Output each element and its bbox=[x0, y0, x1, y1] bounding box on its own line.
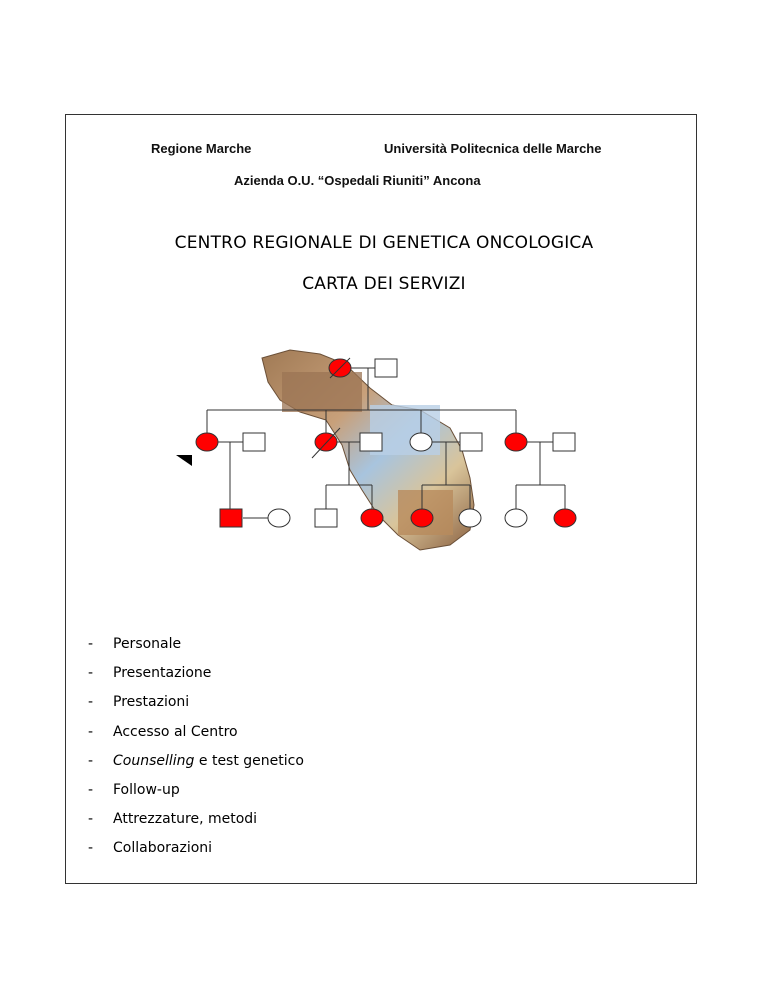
pedigree-male-gen2d bbox=[553, 433, 575, 451]
contents-list bbox=[88, 630, 304, 864]
toc-item-attrezzature: Attrezzature, metodi bbox=[113, 811, 258, 828]
list-item: - Accesso al Centro bbox=[88, 723, 238, 740]
map-building-photo bbox=[282, 372, 362, 412]
pedigree-male-gen1 bbox=[375, 359, 397, 377]
list-item: - Presentazione bbox=[88, 665, 212, 682]
toc-item-accesso: Accesso al Centro bbox=[113, 723, 238, 740]
pedigree-female-affected-gen3b bbox=[361, 509, 383, 527]
toc-item-counselling: e test genetico bbox=[194, 752, 304, 769]
header-region: Regione Marche bbox=[151, 141, 252, 156]
list-item: - Attrezzature, metodi bbox=[88, 811, 258, 828]
pedigree-female-affected-gen2b bbox=[315, 433, 337, 451]
page-subtitle: CARTA DEI SERVIZI bbox=[302, 274, 466, 294]
pedigree-female-gen3d bbox=[505, 509, 527, 527]
list-item: - Counselling e test genetico bbox=[88, 752, 304, 769]
header-university: Università Politecnica delle Marche bbox=[384, 141, 602, 156]
pedigree-female-gen3a bbox=[268, 509, 290, 527]
proband-arrow-icon bbox=[176, 455, 192, 466]
pedigree-female-gen2c bbox=[410, 433, 432, 451]
toc-item-personale: Personale bbox=[113, 636, 182, 652]
pedigree-male-gen3b bbox=[315, 509, 337, 527]
toc-item-counselling-italic: Counselling bbox=[113, 752, 195, 769]
list-item: - Follow-up bbox=[88, 781, 180, 798]
pedigree-male-gen2a bbox=[243, 433, 265, 451]
pedigree-female-affected-gen3c bbox=[411, 509, 433, 527]
pedigree-male-gen2c bbox=[460, 433, 482, 451]
list-item: - Personale bbox=[88, 636, 182, 652]
pedigree-female-affected-gen3d bbox=[554, 509, 576, 527]
pedigree-male-affected-gen3a bbox=[220, 509, 242, 527]
pedigree-female-gen3c bbox=[459, 509, 481, 527]
pedigree-male-gen2b bbox=[360, 433, 382, 451]
pedigree-female-affected-gen2d bbox=[505, 433, 527, 451]
toc-item-prestazioni: Prestazioni bbox=[113, 694, 190, 711]
toc-item-presentazione: Presentazione bbox=[113, 665, 212, 682]
list-item: - Prestazioni bbox=[88, 694, 190, 711]
page-title: CENTRO REGIONALE DI GENETICA ONCOLOGICA bbox=[174, 233, 594, 253]
toc-item-collaborazioni: Collaborazioni bbox=[113, 840, 213, 857]
pedigree-female-affected-gen2a bbox=[196, 433, 218, 451]
list-item: - Collaborazioni bbox=[88, 840, 213, 857]
header-hospital: Azienda O.U. “Ospedali Riuniti” Ancona bbox=[234, 173, 481, 188]
toc-item-follow-up: Follow-up bbox=[113, 781, 180, 798]
